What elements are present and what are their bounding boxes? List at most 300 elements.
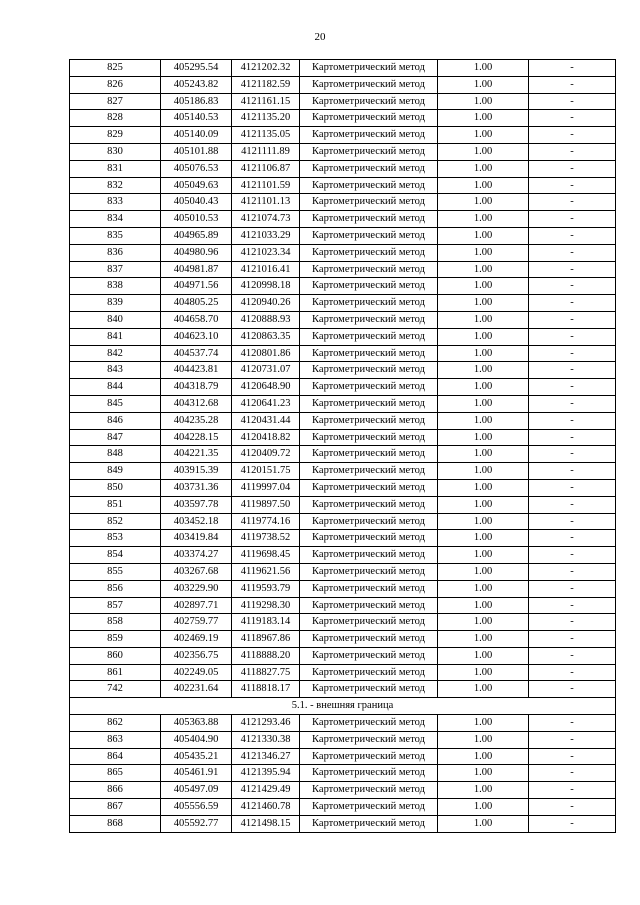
x-coordinate-cell: 404981.87 bbox=[161, 261, 232, 278]
x-coordinate-cell: 405243.82 bbox=[161, 76, 232, 93]
y-coordinate-cell: 4118967.86 bbox=[232, 631, 300, 648]
x-coordinate-cell: 403452.18 bbox=[161, 513, 232, 530]
y-coordinate-cell: 4121101.59 bbox=[232, 177, 300, 194]
x-coordinate-cell: 402249.05 bbox=[161, 664, 232, 681]
x-coordinate-cell: 404318.79 bbox=[161, 379, 232, 396]
x-coordinate-cell: 405140.09 bbox=[161, 127, 232, 144]
table-row bbox=[70, 261, 616, 278]
method-cell: Картометрический метод bbox=[300, 295, 438, 312]
table-row bbox=[70, 463, 616, 480]
table-row bbox=[70, 345, 616, 362]
table-row bbox=[70, 647, 616, 664]
point-number-cell: 832 bbox=[70, 177, 161, 194]
method-cell: Картометрический метод bbox=[300, 127, 438, 144]
accuracy-cell: 1.00 bbox=[438, 244, 529, 261]
table-row bbox=[70, 664, 616, 681]
y-coordinate-cell: 4121330.38 bbox=[232, 731, 300, 748]
accuracy-cell: 1.00 bbox=[438, 278, 529, 295]
method-cell: Картометрический метод bbox=[300, 479, 438, 496]
y-coordinate-cell: 4121202.32 bbox=[232, 60, 300, 77]
x-coordinate-cell: 404537.74 bbox=[161, 345, 232, 362]
accuracy-cell: 1.00 bbox=[438, 295, 529, 312]
method-cell: Картометрический метод bbox=[300, 580, 438, 597]
table-row bbox=[70, 311, 616, 328]
method-cell: Картометрический метод bbox=[300, 311, 438, 328]
point-number-cell: 868 bbox=[70, 815, 161, 832]
method-cell: Картометрический метод bbox=[300, 261, 438, 278]
point-number-cell: 837 bbox=[70, 261, 161, 278]
method-cell: Картометрический метод bbox=[300, 429, 438, 446]
description-cell: - bbox=[529, 328, 616, 345]
x-coordinate-cell: 405040.43 bbox=[161, 194, 232, 211]
x-coordinate-cell: 403229.90 bbox=[161, 580, 232, 597]
table-row bbox=[70, 177, 616, 194]
method-cell: Картометрический метод bbox=[300, 782, 438, 799]
y-coordinate-cell: 4120801.86 bbox=[232, 345, 300, 362]
point-number-cell: 862 bbox=[70, 715, 161, 732]
x-coordinate-cell: 403374.27 bbox=[161, 547, 232, 564]
description-cell: - bbox=[529, 681, 616, 698]
page-number: 20 bbox=[314, 31, 326, 43]
table-row bbox=[70, 782, 616, 799]
accuracy-cell: 1.00 bbox=[438, 765, 529, 782]
method-cell: Картометрический метод bbox=[300, 815, 438, 832]
description-cell: - bbox=[529, 631, 616, 648]
y-coordinate-cell: 4119298.30 bbox=[232, 597, 300, 614]
y-coordinate-cell: 4121161.15 bbox=[232, 93, 300, 110]
description-cell: - bbox=[529, 278, 616, 295]
accuracy-cell: 1.00 bbox=[438, 631, 529, 648]
method-cell: Картометрический метод bbox=[300, 211, 438, 228]
y-coordinate-cell: 4121135.05 bbox=[232, 127, 300, 144]
method-cell: Картометрический метод bbox=[300, 76, 438, 93]
y-coordinate-cell: 4119897.50 bbox=[232, 496, 300, 513]
description-cell: - bbox=[529, 597, 616, 614]
description-cell: - bbox=[529, 345, 616, 362]
y-coordinate-cell: 4119593.79 bbox=[232, 580, 300, 597]
table-row bbox=[70, 563, 616, 580]
description-cell: - bbox=[529, 647, 616, 664]
accuracy-cell: 1.00 bbox=[438, 647, 529, 664]
accuracy-cell: 1.00 bbox=[438, 395, 529, 412]
section-header-row bbox=[70, 698, 616, 715]
point-number-cell: 827 bbox=[70, 93, 161, 110]
description-cell: - bbox=[529, 395, 616, 412]
y-coordinate-cell: 4118818.17 bbox=[232, 681, 300, 698]
description-cell: - bbox=[529, 76, 616, 93]
accuracy-cell: 1.00 bbox=[438, 143, 529, 160]
table-row bbox=[70, 295, 616, 312]
table-row bbox=[70, 799, 616, 816]
y-coordinate-cell: 4120641.23 bbox=[232, 395, 300, 412]
x-coordinate-cell: 404971.56 bbox=[161, 278, 232, 295]
accuracy-cell: 1.00 bbox=[438, 614, 529, 631]
table-row bbox=[70, 597, 616, 614]
method-cell: Картометрический метод bbox=[300, 379, 438, 396]
y-coordinate-cell: 4121182.59 bbox=[232, 76, 300, 93]
point-number-cell: 851 bbox=[70, 496, 161, 513]
point-number-cell: 853 bbox=[70, 530, 161, 547]
x-coordinate-cell: 402231.64 bbox=[161, 681, 232, 698]
method-cell: Картометрический метод bbox=[300, 194, 438, 211]
x-coordinate-cell: 404312.68 bbox=[161, 395, 232, 412]
description-cell: - bbox=[529, 748, 616, 765]
x-coordinate-cell: 405049.63 bbox=[161, 177, 232, 194]
table-row bbox=[70, 362, 616, 379]
x-coordinate-cell: 403915.39 bbox=[161, 463, 232, 480]
table-row bbox=[70, 244, 616, 261]
coordinates-table-body bbox=[70, 60, 616, 833]
description-cell: - bbox=[529, 799, 616, 816]
table-row bbox=[70, 681, 616, 698]
point-number-cell: 840 bbox=[70, 311, 161, 328]
point-number-cell: 865 bbox=[70, 765, 161, 782]
point-number-cell: 834 bbox=[70, 211, 161, 228]
method-cell: Картометрический метод bbox=[300, 513, 438, 530]
y-coordinate-cell: 4121106.87 bbox=[232, 160, 300, 177]
description-cell: - bbox=[529, 731, 616, 748]
table-row bbox=[70, 227, 616, 244]
accuracy-cell: 1.00 bbox=[438, 311, 529, 328]
method-cell: Картометрический метод bbox=[300, 530, 438, 547]
accuracy-cell: 1.00 bbox=[438, 563, 529, 580]
point-number-cell: 845 bbox=[70, 395, 161, 412]
accuracy-cell: 1.00 bbox=[438, 110, 529, 127]
point-number-cell: 828 bbox=[70, 110, 161, 127]
table-row bbox=[70, 60, 616, 77]
accuracy-cell: 1.00 bbox=[438, 379, 529, 396]
method-cell: Картометрический метод bbox=[300, 143, 438, 160]
x-coordinate-cell: 405076.53 bbox=[161, 160, 232, 177]
point-number-cell: 852 bbox=[70, 513, 161, 530]
point-number-cell: 838 bbox=[70, 278, 161, 295]
x-coordinate-cell: 404228.15 bbox=[161, 429, 232, 446]
description-cell: - bbox=[529, 194, 616, 211]
accuracy-cell: 1.00 bbox=[438, 580, 529, 597]
accuracy-cell: 1.00 bbox=[438, 93, 529, 110]
accuracy-cell: 1.00 bbox=[438, 429, 529, 446]
point-number-cell: 839 bbox=[70, 295, 161, 312]
method-cell: Картометрический метод bbox=[300, 563, 438, 580]
method-cell: Картометрический метод bbox=[300, 597, 438, 614]
point-number-cell: 829 bbox=[70, 127, 161, 144]
y-coordinate-cell: 4121111.89 bbox=[232, 143, 300, 160]
method-cell: Картометрический метод bbox=[300, 463, 438, 480]
description-cell: - bbox=[529, 715, 616, 732]
table-row bbox=[70, 93, 616, 110]
accuracy-cell: 1.00 bbox=[438, 328, 529, 345]
point-number-cell: 833 bbox=[70, 194, 161, 211]
accuracy-cell: 1.00 bbox=[438, 530, 529, 547]
description-cell: - bbox=[529, 479, 616, 496]
point-number-cell: 846 bbox=[70, 412, 161, 429]
method-cell: Картометрический метод bbox=[300, 631, 438, 648]
point-number-cell: 860 bbox=[70, 647, 161, 664]
point-number-cell: 855 bbox=[70, 563, 161, 580]
section-title: 5.1. - внешняя граница bbox=[70, 698, 616, 715]
x-coordinate-cell: 404235.28 bbox=[161, 412, 232, 429]
description-cell: - bbox=[529, 311, 616, 328]
table-row bbox=[70, 160, 616, 177]
x-coordinate-cell: 403267.68 bbox=[161, 563, 232, 580]
point-number-cell: 850 bbox=[70, 479, 161, 496]
method-cell: Картометрический метод bbox=[300, 731, 438, 748]
accuracy-cell: 1.00 bbox=[438, 211, 529, 228]
table-row bbox=[70, 76, 616, 93]
x-coordinate-cell: 405363.88 bbox=[161, 715, 232, 732]
y-coordinate-cell: 4120998.18 bbox=[232, 278, 300, 295]
method-cell: Картометрический метод bbox=[300, 496, 438, 513]
table-row bbox=[70, 479, 616, 496]
point-number-cell: 858 bbox=[70, 614, 161, 631]
y-coordinate-cell: 4120888.93 bbox=[232, 311, 300, 328]
x-coordinate-cell: 405556.59 bbox=[161, 799, 232, 816]
point-number-cell: 861 bbox=[70, 664, 161, 681]
method-cell: Картометрический метод bbox=[300, 647, 438, 664]
description-cell: - bbox=[529, 295, 616, 312]
method-cell: Картометрический метод bbox=[300, 177, 438, 194]
accuracy-cell: 1.00 bbox=[438, 748, 529, 765]
table-row bbox=[70, 429, 616, 446]
point-number-cell: 841 bbox=[70, 328, 161, 345]
table-row bbox=[70, 379, 616, 396]
point-number-cell: 825 bbox=[70, 60, 161, 77]
table-row bbox=[70, 530, 616, 547]
x-coordinate-cell: 405435.21 bbox=[161, 748, 232, 765]
y-coordinate-cell: 4121346.27 bbox=[232, 748, 300, 765]
description-cell: - bbox=[529, 446, 616, 463]
table-row bbox=[70, 815, 616, 832]
x-coordinate-cell: 405497.09 bbox=[161, 782, 232, 799]
description-cell: - bbox=[529, 160, 616, 177]
method-cell: Картометрический метод bbox=[300, 748, 438, 765]
y-coordinate-cell: 4120151.75 bbox=[232, 463, 300, 480]
description-cell: - bbox=[529, 261, 616, 278]
method-cell: Картометрический метод bbox=[300, 395, 438, 412]
description-cell: - bbox=[529, 60, 616, 77]
accuracy-cell: 1.00 bbox=[438, 194, 529, 211]
accuracy-cell: 1.00 bbox=[438, 60, 529, 77]
description-cell: - bbox=[529, 211, 616, 228]
x-coordinate-cell: 403731.36 bbox=[161, 479, 232, 496]
y-coordinate-cell: 4121460.78 bbox=[232, 799, 300, 816]
y-coordinate-cell: 4120648.90 bbox=[232, 379, 300, 396]
method-cell: Картометрический метод bbox=[300, 60, 438, 77]
x-coordinate-cell: 405461.91 bbox=[161, 765, 232, 782]
method-cell: Картометрический метод bbox=[300, 799, 438, 816]
method-cell: Картометрический метод bbox=[300, 93, 438, 110]
description-cell: - bbox=[529, 127, 616, 144]
accuracy-cell: 1.00 bbox=[438, 547, 529, 564]
y-coordinate-cell: 4119698.45 bbox=[232, 547, 300, 564]
x-coordinate-cell: 405010.53 bbox=[161, 211, 232, 228]
description-cell: - bbox=[529, 580, 616, 597]
accuracy-cell: 1.00 bbox=[438, 731, 529, 748]
point-number-cell: 830 bbox=[70, 143, 161, 160]
table-row bbox=[70, 496, 616, 513]
description-cell: - bbox=[529, 412, 616, 429]
accuracy-cell: 1.00 bbox=[438, 362, 529, 379]
table-row bbox=[70, 731, 616, 748]
point-number-cell: 831 bbox=[70, 160, 161, 177]
accuracy-cell: 1.00 bbox=[438, 261, 529, 278]
table-row bbox=[70, 211, 616, 228]
accuracy-cell: 1.00 bbox=[438, 446, 529, 463]
x-coordinate-cell: 405295.54 bbox=[161, 60, 232, 77]
description-cell: - bbox=[529, 530, 616, 547]
description-cell: - bbox=[529, 143, 616, 160]
method-cell: Картометрический метод bbox=[300, 160, 438, 177]
y-coordinate-cell: 4121023.34 bbox=[232, 244, 300, 261]
y-coordinate-cell: 4120731.07 bbox=[232, 362, 300, 379]
accuracy-cell: 1.00 bbox=[438, 177, 529, 194]
table-row bbox=[70, 395, 616, 412]
method-cell: Картометрический метод bbox=[300, 664, 438, 681]
table-row bbox=[70, 278, 616, 295]
accuracy-cell: 1.00 bbox=[438, 227, 529, 244]
description-cell: - bbox=[529, 563, 616, 580]
table-row bbox=[70, 580, 616, 597]
description-cell: - bbox=[529, 177, 616, 194]
y-coordinate-cell: 4121016.41 bbox=[232, 261, 300, 278]
accuracy-cell: 1.00 bbox=[438, 513, 529, 530]
point-number-cell: 843 bbox=[70, 362, 161, 379]
accuracy-cell: 1.00 bbox=[438, 782, 529, 799]
accuracy-cell: 1.00 bbox=[438, 681, 529, 698]
x-coordinate-cell: 404658.70 bbox=[161, 311, 232, 328]
x-coordinate-cell: 404805.25 bbox=[161, 295, 232, 312]
description-cell: - bbox=[529, 362, 616, 379]
y-coordinate-cell: 4119774.16 bbox=[232, 513, 300, 530]
y-coordinate-cell: 4118888.20 bbox=[232, 647, 300, 664]
x-coordinate-cell: 405592.77 bbox=[161, 815, 232, 832]
accuracy-cell: 1.00 bbox=[438, 496, 529, 513]
accuracy-cell: 1.00 bbox=[438, 664, 529, 681]
method-cell: Картометрический метод bbox=[300, 227, 438, 244]
point-number-cell: 863 bbox=[70, 731, 161, 748]
y-coordinate-cell: 4119183.14 bbox=[232, 614, 300, 631]
accuracy-cell: 1.00 bbox=[438, 345, 529, 362]
x-coordinate-cell: 404965.89 bbox=[161, 227, 232, 244]
method-cell: Картометрический метод bbox=[300, 278, 438, 295]
description-cell: - bbox=[529, 765, 616, 782]
table-row bbox=[70, 513, 616, 530]
x-coordinate-cell: 405404.90 bbox=[161, 731, 232, 748]
point-number-cell: 866 bbox=[70, 782, 161, 799]
method-cell: Картометрический метод bbox=[300, 715, 438, 732]
y-coordinate-cell: 4121498.15 bbox=[232, 815, 300, 832]
accuracy-cell: 1.00 bbox=[438, 597, 529, 614]
table-row bbox=[70, 614, 616, 631]
y-coordinate-cell: 4121074.73 bbox=[232, 211, 300, 228]
table-row bbox=[70, 748, 616, 765]
y-coordinate-cell: 4121135.20 bbox=[232, 110, 300, 127]
description-cell: - bbox=[529, 463, 616, 480]
description-cell: - bbox=[529, 227, 616, 244]
table-row bbox=[70, 631, 616, 648]
accuracy-cell: 1.00 bbox=[438, 799, 529, 816]
method-cell: Картометрический метод bbox=[300, 547, 438, 564]
y-coordinate-cell: 4119738.52 bbox=[232, 530, 300, 547]
point-number-cell: 864 bbox=[70, 748, 161, 765]
method-cell: Картометрический метод bbox=[300, 412, 438, 429]
point-number-cell: 856 bbox=[70, 580, 161, 597]
description-cell: - bbox=[529, 664, 616, 681]
method-cell: Картометрический метод bbox=[300, 681, 438, 698]
accuracy-cell: 1.00 bbox=[438, 815, 529, 832]
x-coordinate-cell: 402356.75 bbox=[161, 647, 232, 664]
method-cell: Картометрический метод bbox=[300, 446, 438, 463]
accuracy-cell: 1.00 bbox=[438, 463, 529, 480]
method-cell: Картометрический метод bbox=[300, 328, 438, 345]
table-row bbox=[70, 110, 616, 127]
method-cell: Картометрический метод bbox=[300, 362, 438, 379]
method-cell: Картометрический метод bbox=[300, 110, 438, 127]
y-coordinate-cell: 4121101.13 bbox=[232, 194, 300, 211]
method-cell: Картометрический метод bbox=[300, 765, 438, 782]
accuracy-cell: 1.00 bbox=[438, 412, 529, 429]
accuracy-cell: 1.00 bbox=[438, 160, 529, 177]
description-cell: - bbox=[529, 547, 616, 564]
y-coordinate-cell: 4120863.35 bbox=[232, 328, 300, 345]
table-row bbox=[70, 194, 616, 211]
x-coordinate-cell: 404980.96 bbox=[161, 244, 232, 261]
point-number-cell: 847 bbox=[70, 429, 161, 446]
point-number-cell: 836 bbox=[70, 244, 161, 261]
description-cell: - bbox=[529, 110, 616, 127]
point-number-cell: 859 bbox=[70, 631, 161, 648]
description-cell: - bbox=[529, 815, 616, 832]
y-coordinate-cell: 4121395.94 bbox=[232, 765, 300, 782]
x-coordinate-cell: 402469.19 bbox=[161, 631, 232, 648]
description-cell: - bbox=[529, 496, 616, 513]
table-row bbox=[70, 547, 616, 564]
y-coordinate-cell: 4120940.26 bbox=[232, 295, 300, 312]
table-row bbox=[70, 127, 616, 144]
accuracy-cell: 1.00 bbox=[438, 76, 529, 93]
point-number-cell: 849 bbox=[70, 463, 161, 480]
table-row bbox=[70, 328, 616, 345]
point-number-cell: 854 bbox=[70, 547, 161, 564]
y-coordinate-cell: 4121429.49 bbox=[232, 782, 300, 799]
table-row bbox=[70, 765, 616, 782]
point-number-cell: 742 bbox=[70, 681, 161, 698]
description-cell: - bbox=[529, 244, 616, 261]
point-number-cell: 867 bbox=[70, 799, 161, 816]
point-number-cell: 835 bbox=[70, 227, 161, 244]
point-number-cell: 826 bbox=[70, 76, 161, 93]
x-coordinate-cell: 405140.53 bbox=[161, 110, 232, 127]
x-coordinate-cell: 403419.84 bbox=[161, 530, 232, 547]
y-coordinate-cell: 4119997.04 bbox=[232, 479, 300, 496]
y-coordinate-cell: 4120418.82 bbox=[232, 429, 300, 446]
point-number-cell: 848 bbox=[70, 446, 161, 463]
x-coordinate-cell: 404221.35 bbox=[161, 446, 232, 463]
method-cell: Картометрический метод bbox=[300, 244, 438, 261]
point-number-cell: 857 bbox=[70, 597, 161, 614]
y-coordinate-cell: 4121033.29 bbox=[232, 227, 300, 244]
y-coordinate-cell: 4120409.72 bbox=[232, 446, 300, 463]
method-cell: Картометрический метод bbox=[300, 345, 438, 362]
x-coordinate-cell: 402897.71 bbox=[161, 597, 232, 614]
y-coordinate-cell: 4118827.75 bbox=[232, 664, 300, 681]
x-coordinate-cell: 402759.77 bbox=[161, 614, 232, 631]
accuracy-cell: 1.00 bbox=[438, 127, 529, 144]
description-cell: - bbox=[529, 429, 616, 446]
point-number-cell: 842 bbox=[70, 345, 161, 362]
x-coordinate-cell: 405101.88 bbox=[161, 143, 232, 160]
method-cell: Картометрический метод bbox=[300, 614, 438, 631]
